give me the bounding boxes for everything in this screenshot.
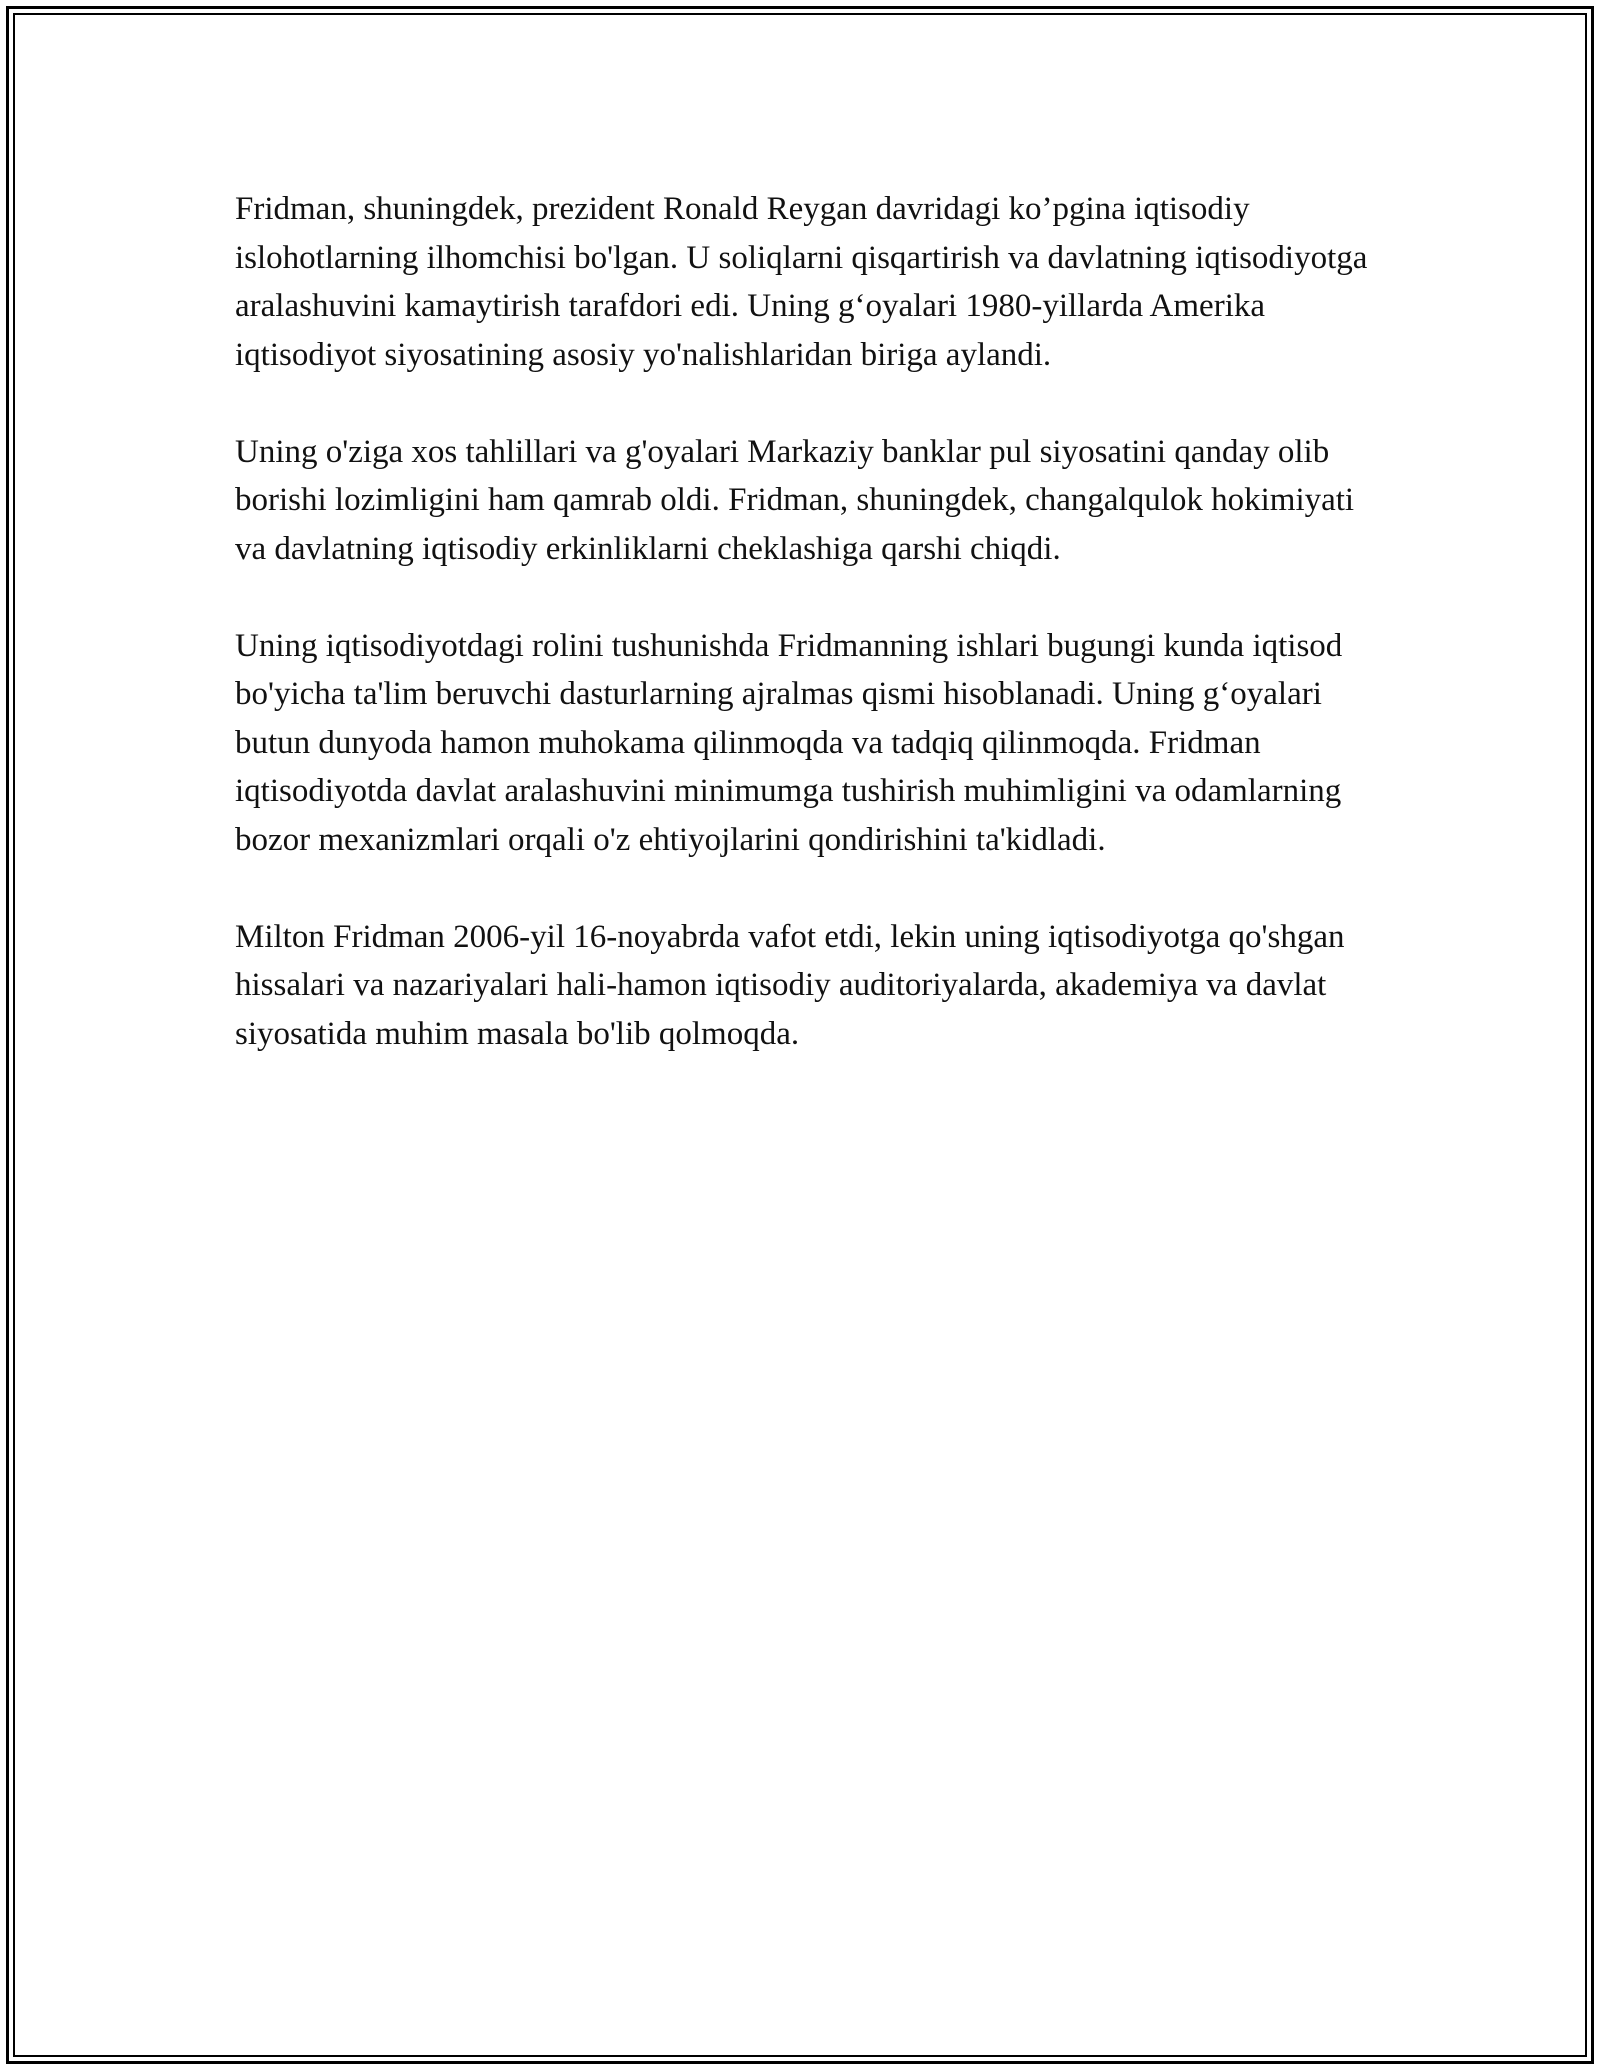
paragraph-reagan-reforms: Fridman, shuningdek, prezident Ronald Reygan davridagi ko’pgina iqtisodiy islohotlarning ilhomchisi bo'lgan. U soliqlarni qisqartirish va davlatning iqtisodiyotga aralashuvini kamaytirish tarafdori edi. Uning g‘oyalari 1980-yillarda Amerika iqtisodiyot siyosatining asosiy yo'nalishlaridan biriga aylandi. — [235, 191, 1368, 373]
paragraph-monetary-policy: Uning o'ziga xos tahlillari va g'oyalari Markaziy banklar pul siyosatini qanday olib borishi lozimligini ham qamrab oldi. Fridman, shuningdek, changalqulok hokimiyati va davlatning iqtisodiy erkinliklarni cheklashiga qarshi chiqdi. — [235, 433, 1355, 567]
document-body — [235, 185, 1375, 1107]
paragraph-education-legacy: Uning iqtisodiyotdagi rolini tushunishda Fridmanning ishlari bugungi kunda iqtisod bo'yicha ta'lim beruvchi dasturlarning ajralmas qismi hisoblanadi. Uning g‘oyalari butun dunyoda hamon muhokama qilinmoqda va tadqiq qilinmoqda. Fridman iqtisodiyotda davlat aralashuvini minimumga tushirish muhimligini va odamlarning bozor mexanizmlari orqali o'z ehtiyojlarini qondirishini ta'kidladi. — [235, 627, 1343, 858]
paragraph-death-legacy: Milton Fridman 2006-yil 16-noyabrda vafot etdi, lekin uning iqtisodiyotga qo'shgan hissalari va nazariyalari hali-hamon iqtisodiy auditoriyalarda, akademiya va davlat siyosatida muhim masala bo'lib qolmoqda. — [235, 918, 1345, 1052]
